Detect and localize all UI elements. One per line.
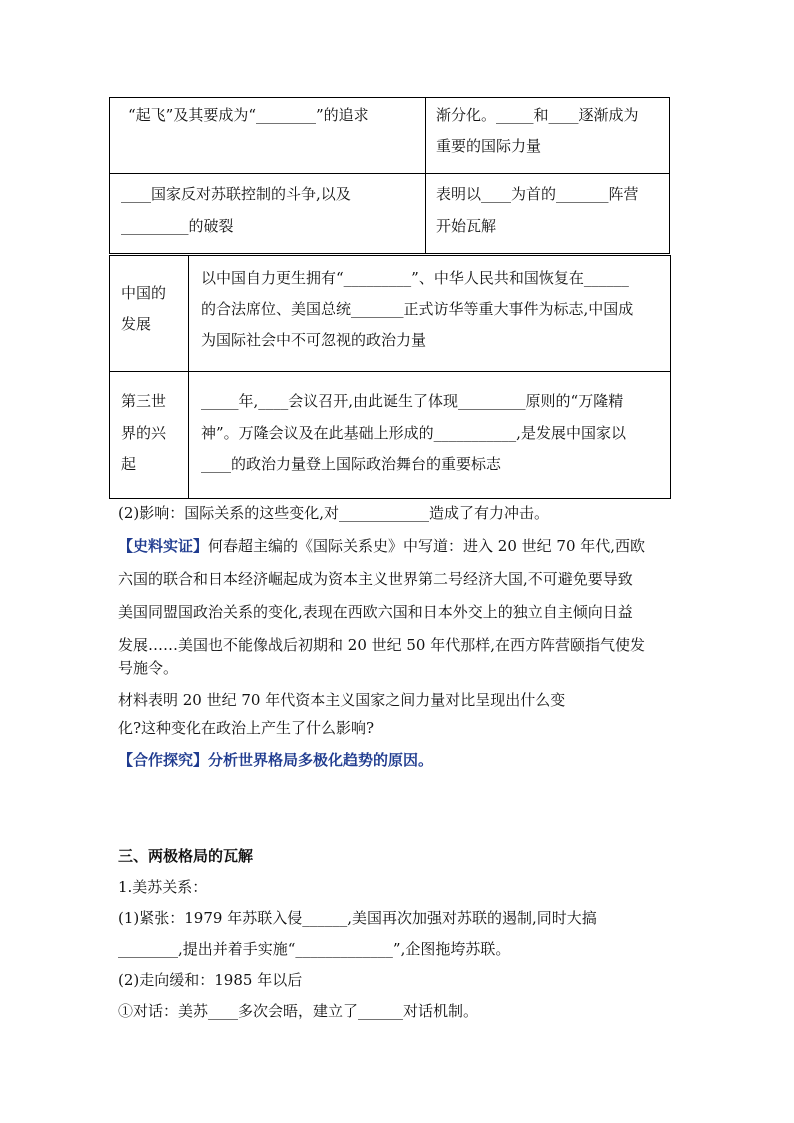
evidence-line1 [118,536,645,556]
section3-line2: (1)紧张：1979 年苏联入侵______,美国再次加强对苏联的遏制,同时大搞 [118,909,597,927]
third-label-line1: 第三世 [121,392,167,410]
section3-title: 三、两极格局的瓦解 [118,847,254,865]
section3-line1: 1.美苏关系： [118,878,208,896]
question-line1: 材料表明 20 世纪 70 年代资本主义国家之间力量对比呈现出什么变 [118,691,566,709]
evidence-line4: 发展……美国也不能像战后初期和 20 世纪 50 年代那样,在西方阵营颐指气使发 [118,636,646,654]
section3-line3: ________,提出并着手实施“_____________”,企图拖垮苏联。 [118,940,511,958]
row2-right-line2: 开始瓦解 [436,217,497,235]
evidence-line5: 号施令。 [118,659,179,677]
cooperate-tag: 【合作探究】 [118,751,209,769]
row2-left-line1: ____国家反对苏联控制的斗争,以及 [121,185,351,203]
third-label-line2: 界的兴 [121,424,167,442]
cooperate-line [118,750,433,770]
cooperate-text: 分析世界格局多极化趋势的原因。 [208,751,434,769]
evidence-tag: 【史料实证】 [118,537,209,555]
section3-line5: ①对话：美苏____多次会晤，建立了______对话机制。 [118,1002,479,1020]
row1-right-line1: 渐分化。_____和____逐渐成为 [436,106,639,124]
question-line2: 化?这种变化在政治上产生了什么影响? [118,719,375,737]
third-content-line1: _____年,____会议召开,由此诞生了体现_________原则的“万隆精 [201,392,624,410]
row1-left-text: “起飞”及其要成为“________”的追求 [128,106,369,124]
third-label-line3: 起 [121,455,137,473]
china-label-line2: 发展 [121,315,152,333]
evidence-line2: 六国的联合和日本经济崛起成为资本主义世界第二号经济大国,不可避免要导致 [118,570,633,588]
row2-left-line2: _________的破裂 [121,217,234,235]
row2-right-line1: 表明以____为首的_______阵营 [436,185,639,203]
section3-line4: (2)走向缓和：1985 年以后 [118,971,303,989]
impact-line: (2)影响：国际关系的这些变化,对____________造成了有力冲击。 [118,504,550,522]
china-label-line1: 中国的 [121,284,167,302]
evidence-text-1: 何春超主编的《国际关系史》中写道：进入 20 世纪 70 年代,西欧 [208,537,646,555]
evidence-line3: 美国同盟国政治关系的变化,表现在西欧六国和日本外交上的独立自主倾向日益 [118,603,633,621]
china-content-line3: 为国际社会中不可忽视的政治力量 [201,331,427,349]
china-content-line2: 的合法席位、美国总统_______正式访华等重大事件为标志,中国成 [201,300,634,318]
row1-right-line2: 重要的国际力量 [436,137,542,155]
china-content-line1: 以中国自力更生拥有“_________”、中华人民共和国恢复在______ [201,269,629,287]
third-content-line3: ____的政治力量登上国际政治舞台的重要标志 [201,455,502,473]
third-content-line2: 神”。万隆会议及在此基础上形成的___________,是发展中国家以 [201,424,626,442]
